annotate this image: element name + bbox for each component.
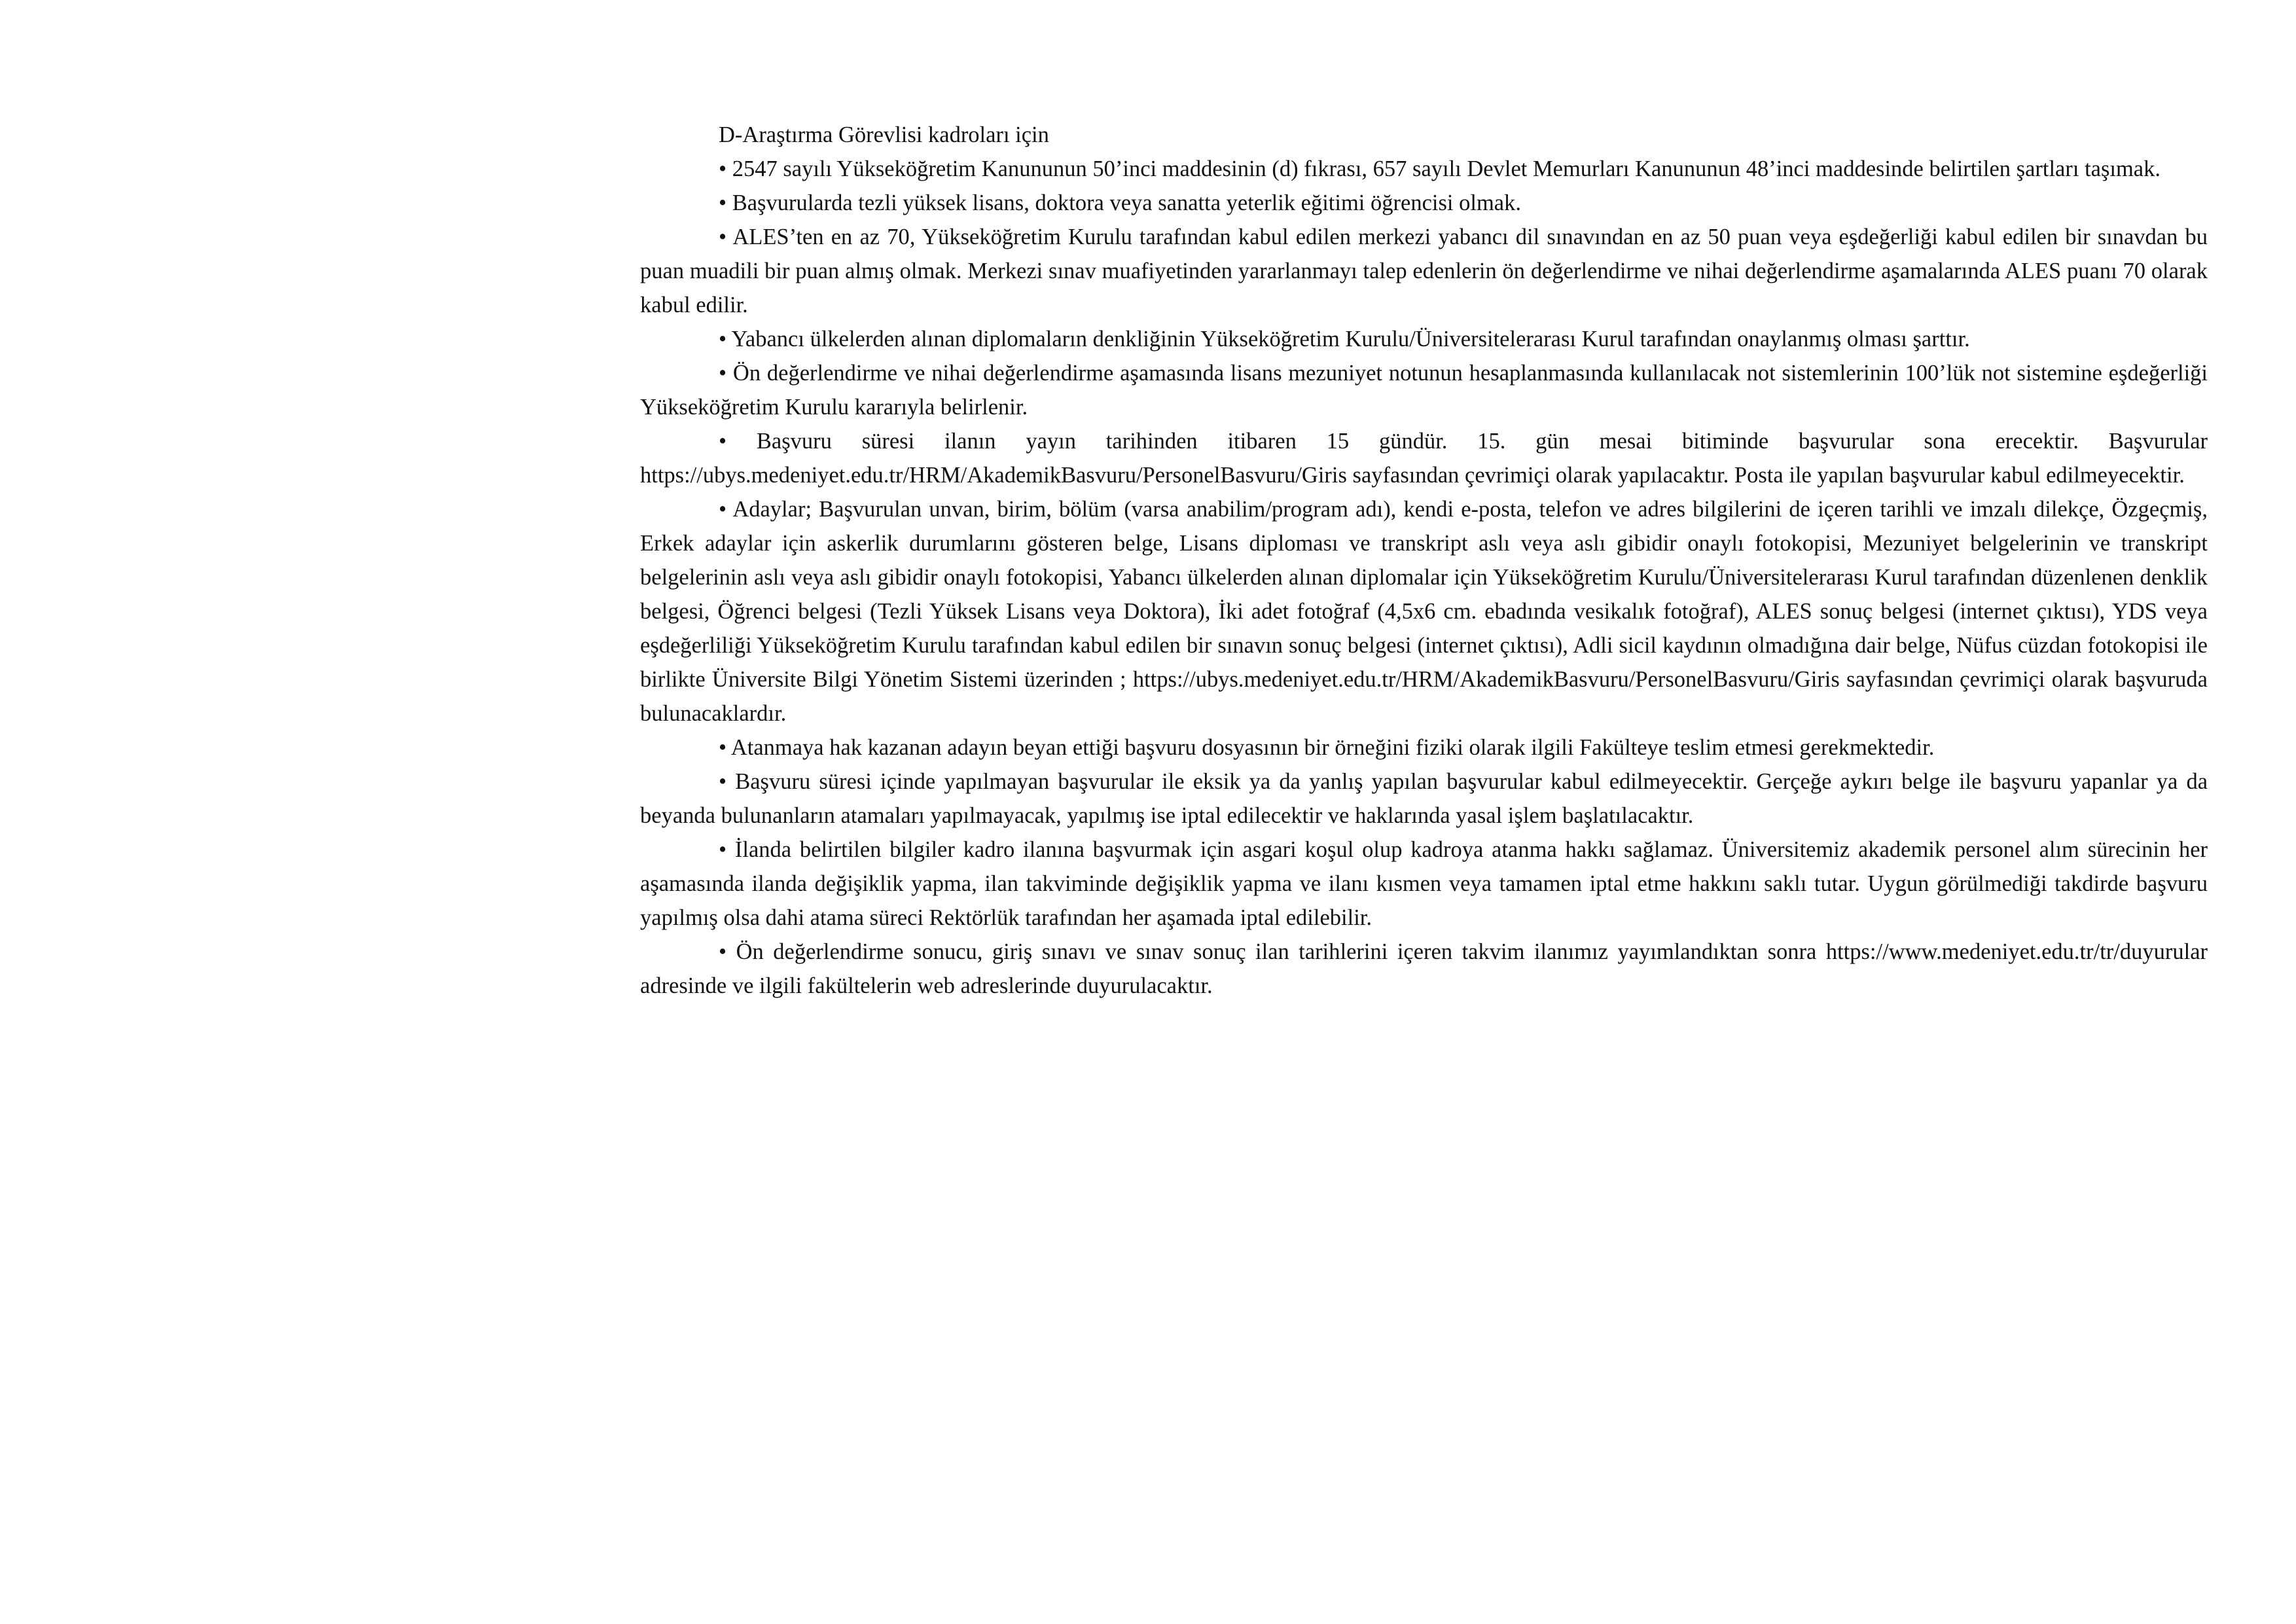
section-heading: D-Araştırma Görevlisi kadroları için xyxy=(719,122,1049,147)
bullet-icon: • xyxy=(719,327,727,352)
bullet-icon: • xyxy=(719,225,727,249)
list-item xyxy=(640,186,2208,220)
list-item-text: 2547 sayılı Yükseköğretim Kanununun 50’inci maddesinin (d) fıkrası, 657 sayılı Devlet Memurları Kanununun 48’inci maddesinde belirtilen şartları taşımak. xyxy=(732,156,2161,181)
list-item xyxy=(640,356,2208,424)
list-item xyxy=(640,935,2208,1003)
list-item xyxy=(640,220,2208,322)
list-item xyxy=(640,322,2208,356)
list-item xyxy=(640,492,2208,731)
list-item xyxy=(640,424,2208,492)
bullet-icon: • xyxy=(719,769,727,794)
list-item xyxy=(640,833,2208,935)
bullet-icon: • xyxy=(719,837,727,862)
list-item-text: ALES’ten en az 70, Yükseköğretim Kurulu tarafından kabul edilen merkezi yabancı dil sınavından en az 50 puan veya eşdeğerliği kabul edilen bir sınavdan bu puan muadili bir puan almış olmak. Merkezi sınav muafiyetinden yararlanmayı talep edenlerin ön değerlendirme ve nihai değerlendirme aşamalarında ALES puanı 70 olarak kabul edilir. xyxy=(640,225,2208,317)
list-item-text: Ön değerlendirme ve nihai değerlendirme aşamasında lisans mezuniyet notunun hesaplanmasında kullanılacak not sistemlerinin 100’lük not sistemine eşdeğerliği Yükseköğretim Kurulu kararıyla belirlenir. xyxy=(640,361,2208,420)
list-item-text: Adaylar; Başvurulan unvan, birim, bölüm (varsa anabilim/program adı), kendi e-posta, telefon ve adres bilgilerini de içeren tarihli ve imzalı dilekçe, Özgeçmiş, Erkek adaylar için askerlik durumlarını gösteren belge, Lisans diploması ve transkript aslı veya aslı gibidir onaylı fotokopisi, Mezuniyet belgelerinin ve transkript belgelerinin aslı veya aslı gibidir onaylı fotokopisi, Yabancı ülkelerden alınan diplomalar için Yükseköğretim Kurulu/Üniversitelerarası Kurul tarafından düzenlenen denklik belgesi, Öğrenci belgesi (Tezli Yüksek Lisans veya Doktora), İki adet fotoğraf (4,5x6 cm. ebadında vesikalık fotoğraf), ALES sonuç belgesi (internet çıktısı), YDS veya eşdeğerliliği Yükseköğretim Kurulu tarafından kabul edilen bir sınavın sonuç belgesi (internet çıktısı), Adli sicil kaydının olmadığına dair belge, Nüfus cüzdan fotokopisi ile birlikte Üniversite Bilgi Yönetim Sistemi üzerinden ; https://ubys.medeniyet.edu.tr/HRM/AkademikBasvuru/PersonelBasvuru/Giris sayfasından çevrimiçi olarak başvuruda bulunacaklardır. xyxy=(640,497,2208,726)
list-item-text: Atanmaya hak kazanan adayın beyan ettiği başvuru dosyasının bir örneğini fiziki olarak ilgili Fakülteye teslim etmesi gerekmektedir. xyxy=(730,735,1935,760)
announcement-text xyxy=(640,118,2208,1003)
bullet-icon: • xyxy=(719,190,727,215)
bullet-icon: • xyxy=(719,429,727,454)
list-item-text: İlanda belirtilen bilgiler kadro ilanına başvurmak için asgari koşul olup kadroya atanma hakkı sağlamaz. Üniversitemiz akademik personel alım sürecinin her aşamasında ilanda değişiklik yapma, ilan takviminde değişiklik yapma ve ilanı kısmen veya tamamen iptal etme hakkını saklı tutar. Uygun görülmediği takdirde başvuru yapılmış olsa dahi atama süreci Rektörlük tarafından her aşamada iptal edilebilir. xyxy=(640,837,2208,930)
bullet-icon: • xyxy=(719,361,727,386)
bullet-icon: • xyxy=(719,939,727,964)
list-item-text: Yabancı ülkelerden alınan diplomaların denkliğinin Yükseköğretim Kurulu/Üniversitelerarası Kurul tarafından onaylanmış olması şarttır. xyxy=(731,327,1970,352)
bullet-icon: • xyxy=(719,735,727,760)
list-item xyxy=(640,152,2208,186)
list-item-text: Başvurularda tezli yüksek lisans, doktora veya sanatta yeterlik eğitimi öğrencisi olmak. xyxy=(732,190,1521,215)
bullet-icon: • xyxy=(719,497,727,522)
list-item-text: Ön değerlendirme sonucu, giriş sınavı ve sınav sonuç ilan tarihlerini içeren takvim ilanımız yayımlandıktan sonra https://www.medeniyet.edu.tr/tr/duyurular adresinde ve ilgili fakültelerin web adreslerinde duyurulacaktır. xyxy=(640,939,2208,998)
list-item xyxy=(640,765,2208,833)
list-item-text: Başvuru süresi içinde yapılmayan başvurular ile eksik ya da yanlış yapılan başvurular kabul edilmeyecektir. Gerçeğe aykırı belge ile başvuru yapanlar ya da beyanda bulunanların atamaları yapılmayacak, yapılmış ise iptal edilecektir ve haklarında yasal işlem başlatılacaktır. xyxy=(640,769,2208,828)
list-item xyxy=(640,731,2208,765)
list-item-text: Başvuru süresi ilanın yayın tarihinden itibaren 15 gündür. 15. gün mesai bitiminde başvurular sona erecektir. Başvurular https://ubys.medeniyet.edu.tr/HRM/AkademikBasvuru/PersonelBasvuru/Giris sayfasından çevrimiçi olarak yapılacaktır. Posta ile yapılan başvurular kabul edilmeyecektir. xyxy=(640,429,2208,488)
bullet-icon: • xyxy=(719,156,727,181)
